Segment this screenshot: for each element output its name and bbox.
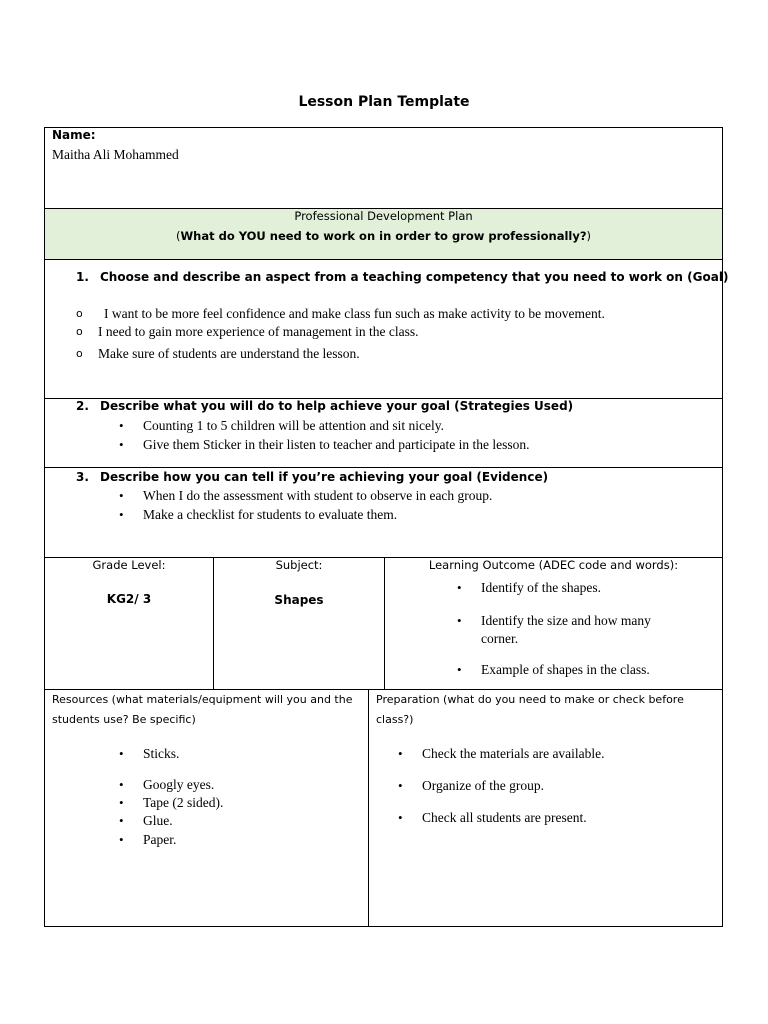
column-divider: [368, 689, 369, 927]
resource-item-4: • Glue.: [119, 813, 173, 828]
evidence-item-1: • When I do the assessment with student to observe in each group.: [119, 488, 493, 503]
strategy-item-2: • Give them Sticker in their listen to teacher and participate in the lesson.: [119, 437, 530, 452]
outcome-item-3: • Example of shapes in the class.: [457, 662, 650, 677]
strategy-item-1: • Counting 1 to 5 children will be attention and sit nicely.: [119, 418, 444, 433]
resource-item-3: • Tape (2 sided).: [119, 795, 224, 810]
section-2-heading: 2. Describe what you will do to help achieve your goal (Strategies Used): [76, 399, 574, 413]
pdp-title: Professional Development Plan: [294, 209, 473, 223]
page-title: Lesson Plan Template: [298, 94, 470, 110]
goal-item-2: o I need to gain more experience of management in the class.: [76, 324, 419, 339]
grade-level-label: Grade Level:: [92, 558, 166, 572]
column-divider: [384, 557, 385, 690]
resource-item-2: • Googly eyes.: [119, 777, 215, 792]
pdp-subtitle: (What do YOU need to work on in order to grow professionally?): [175, 229, 592, 243]
outcome-item-1: • Identify of the shapes.: [457, 580, 601, 595]
section-3-heading: 3. Describe how you can tell if you’re achieving your goal (Evidence): [76, 470, 549, 484]
section-1-heading: 1. Choose and describe an aspect from a teaching competency that you need to work on (Goal): [76, 270, 729, 284]
name-label: Name:: [52, 128, 96, 142]
learning-outcome-label: Learning Outcome (ADEC code and words):: [428, 558, 679, 572]
pdp-header: [45, 208, 722, 260]
outcome-item-2: • Identify the size and how many corner.: [457, 613, 651, 646]
name-value: Maitha Ali Mohammed: [52, 147, 179, 162]
evidence-item-2: • Make a checklist for students to evaluate them.: [119, 507, 398, 522]
preparation-item-1: • Check the materials are available.: [398, 746, 605, 761]
goal-item-3: o Make sure of students are understand the lesson.: [76, 346, 360, 361]
resource-item-5: • Paper.: [119, 832, 177, 847]
preparation-item-3: • Check all students are present.: [398, 810, 587, 825]
preparation-item-2: • Organize of the group.: [398, 778, 544, 793]
resource-item-1: • Sticks.: [119, 746, 180, 761]
subject-value: Shapes: [274, 593, 324, 607]
subject-label: Subject:: [275, 558, 323, 572]
resources-label: Resources (what materials/equipment will you and the students use? Be specific): [52, 693, 353, 726]
column-divider: [213, 557, 214, 690]
grade-level-value: KG2/ 3: [106, 592, 152, 606]
goal-item-1: o I want to be more feel confidence and make class fun such as make activity to be movement.: [76, 306, 605, 321]
divider: [44, 467, 723, 468]
preparation-label: Preparation (what do you need to make or check before class?): [376, 693, 684, 726]
